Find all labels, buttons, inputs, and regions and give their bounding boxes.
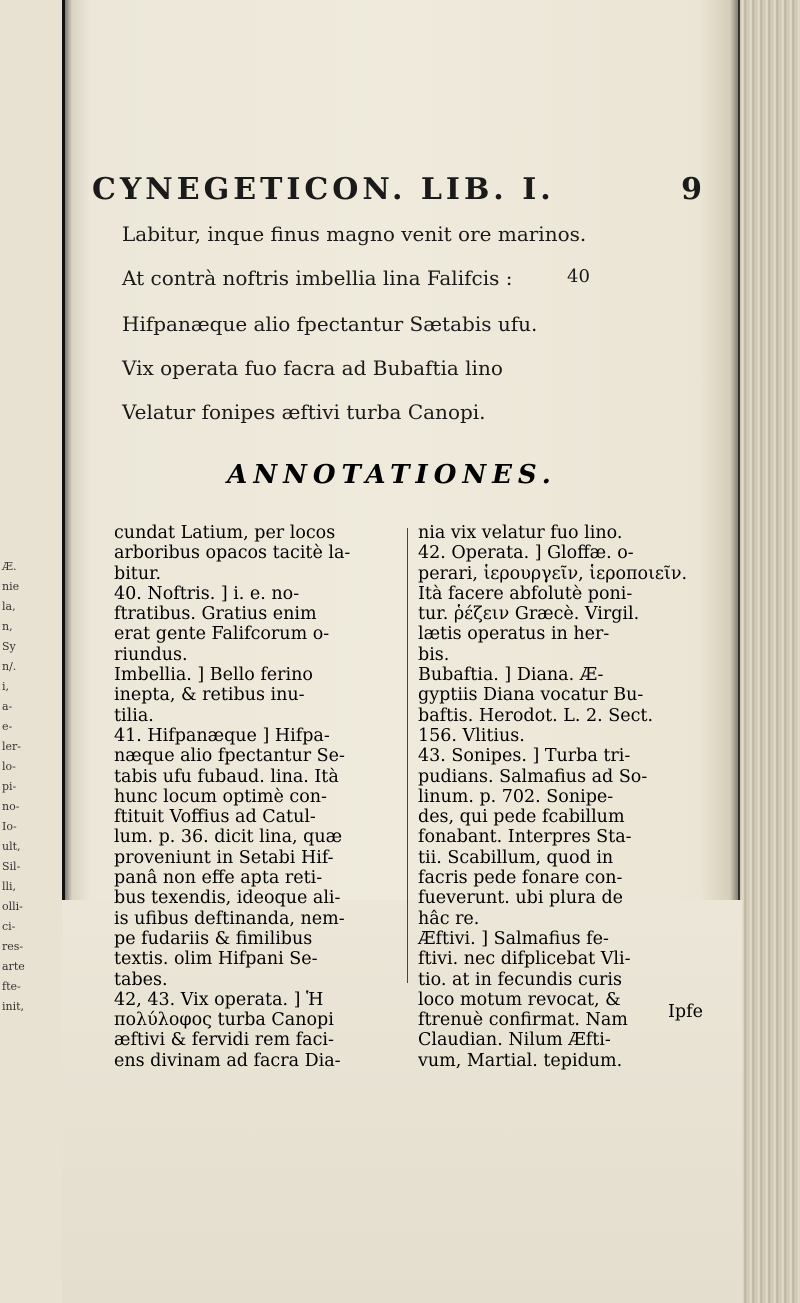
note-line: ftrenuè confirmat. Nam: [418, 1010, 628, 1031]
annotations-heading: ANNOTATIONES.: [227, 460, 557, 490]
note-line: des, qui pede fcabillum: [418, 807, 625, 828]
margin-fragment: arte: [2, 960, 25, 973]
note-line: æftivi & fervidi rem faci-: [114, 1030, 334, 1051]
note-line: linum. p. 702. Sonipe-: [418, 786, 614, 807]
verse-line: Vix operata fuo facra ad Bubaftia lino: [122, 356, 503, 380]
note-line: perari, ἱερουργεῖν, ἱεροποιεῖν.: [418, 563, 688, 584]
note-line: cundat Latium, per locos: [114, 523, 336, 543]
margin-fragment: init,: [2, 1000, 25, 1013]
note-line: inepta, & retibus inu-: [114, 685, 305, 706]
line-number: 40: [567, 266, 590, 287]
note-line: tabis ufu fubaud. lina. Ità: [114, 766, 339, 787]
margin-fragment: Sil-: [2, 860, 21, 873]
note-line: ftratibus. Gratius enim: [114, 604, 317, 625]
note-line: vum, Martial. tepidum.: [418, 1050, 623, 1071]
margin-fragment: Sy: [2, 640, 16, 653]
note-line: riundus.: [114, 644, 188, 665]
margin-fragment: lli,: [2, 880, 17, 893]
note-line: nia vix velatur fuo lino.: [418, 523, 623, 543]
margin-fragment: res-: [2, 940, 24, 953]
note-line: arboribus opacos tacitè la-: [114, 543, 351, 564]
note-line: Bubaftia. ] Diana. Æ-: [418, 665, 604, 686]
note-line: næque alio fpectantur Se-: [114, 746, 345, 767]
notes-left-column: [114, 523, 404, 1071]
note-line: tabes.: [114, 969, 168, 990]
note-line: hâc re.: [418, 908, 480, 929]
verse-line: Velatur fonipes æftivi turba Canopi.: [122, 400, 486, 424]
note-line: πολύλοφος turba Canopi: [114, 1010, 334, 1031]
note-line: Ità facere abfolutè poni-: [418, 583, 633, 604]
margin-fragment: n/.: [2, 660, 17, 673]
note-line: 42. Operata. ] Gloffæ. o-: [418, 543, 634, 564]
note-line: fueverunt. ubi plura de: [418, 888, 624, 909]
margin-fragment: fte-: [2, 980, 21, 993]
note-line: 41. Hifpanæque ] Hifpa-: [114, 725, 330, 746]
verse-line: At contrà noftris imbellia lina Falifcis : 40: [122, 266, 590, 290]
note-line: ftituit Voffius ad Catul-: [114, 807, 316, 828]
note-line: panâ non effe apta reti-: [114, 868, 323, 889]
margin-fragment: n,: [2, 620, 13, 633]
note-line: pudians. Salmafius ad So-: [418, 766, 648, 787]
facing-page-edge: [0, 0, 65, 1303]
verse-line: Hifpanæque alio fpectantur Sætabis ufu.: [122, 312, 538, 336]
note-line: facris pede fonare con-: [418, 868, 623, 889]
margin-fragment: nie: [2, 580, 20, 593]
note-line: lum. p. 36. dicit lina, quæ: [114, 827, 343, 848]
book-edge-right: [738, 0, 800, 1303]
margin-fragment: a-: [2, 700, 13, 713]
note-line: is ufibus deftinanda, nem-: [114, 908, 345, 929]
note-line: hunc locum optimè con-: [114, 786, 327, 807]
margin-fragment: olli-: [2, 900, 23, 913]
running-head: [92, 172, 712, 207]
running-head-title: CYNEGETICON. LIB. I.: [92, 172, 555, 207]
note-line: bus texendis, ideoque ali-: [114, 888, 341, 909]
catchword: Ipfe: [668, 1002, 703, 1022]
notes-right-column: [418, 523, 708, 1071]
note-line: textis. olim Hifpani Se-: [114, 949, 318, 970]
note-line: Claudian. Nilum Æfti-: [418, 1030, 611, 1051]
margin-fragment: ler-: [2, 740, 22, 753]
note-line: ens divinam ad facra Dia-: [114, 1050, 341, 1071]
note-line: loco motum revocat, &: [418, 989, 621, 1010]
note-line: tii. Scabillum, quod in: [418, 847, 614, 868]
note-line: Æftivi. ] Salmafius fe-: [418, 928, 609, 949]
margin-fragment: ult,: [2, 840, 21, 853]
note-line: 43. Sonipes. ] Turba tri-: [418, 746, 631, 767]
note-line: 156. Vlitius.: [418, 725, 525, 746]
note-line: proveniunt in Setabi Hif-: [114, 847, 334, 868]
note-line: pe fudariis & fimilibus: [114, 928, 313, 949]
note-line: 42, 43. Vix operata. ] Ἡ: [114, 989, 324, 1010]
column-rule: [407, 528, 408, 983]
margin-fragment: ci-: [2, 920, 16, 933]
margin-fragment: pi-: [2, 780, 17, 793]
margin-fragment: i,: [2, 680, 10, 693]
margin-fragment: Io-: [2, 820, 17, 833]
note-line: lætis operatus in her-: [418, 624, 610, 645]
margin-fragment: lo-: [2, 760, 16, 773]
verse-line: Labitur, inque finus magno venit ore marinos.: [122, 222, 587, 246]
note-line: tio. at in fecundis curis: [418, 969, 622, 990]
note-line: ftivi. nec difplicebat Vli-: [418, 949, 631, 970]
page-number: 9: [681, 172, 706, 207]
note-line: bitur.: [114, 563, 162, 584]
margin-fragment: no-: [2, 800, 20, 813]
note-line: erat gente Falifcorum o-: [114, 624, 330, 645]
note-line: fonabant. Interpres Sta-: [418, 827, 632, 848]
note-line: bis.: [418, 644, 450, 665]
note-line: tilia.: [114, 705, 154, 726]
note-line: gyptiis Diana vocatur Bu-: [418, 685, 644, 706]
note-line: tur. ῥέζειν Græcè. Virgil.: [418, 604, 640, 625]
note-line: Imbellia. ] Bello ferino: [114, 665, 313, 686]
note-line: baftis. Herodot. L. 2. Sect.: [418, 705, 654, 726]
margin-fragment: la,: [2, 600, 16, 613]
margin-fragment: e-: [2, 720, 13, 733]
margin-fragment: Æ.: [2, 560, 17, 573]
note-line: 40. Noftris. ] i. e. no-: [114, 583, 300, 604]
